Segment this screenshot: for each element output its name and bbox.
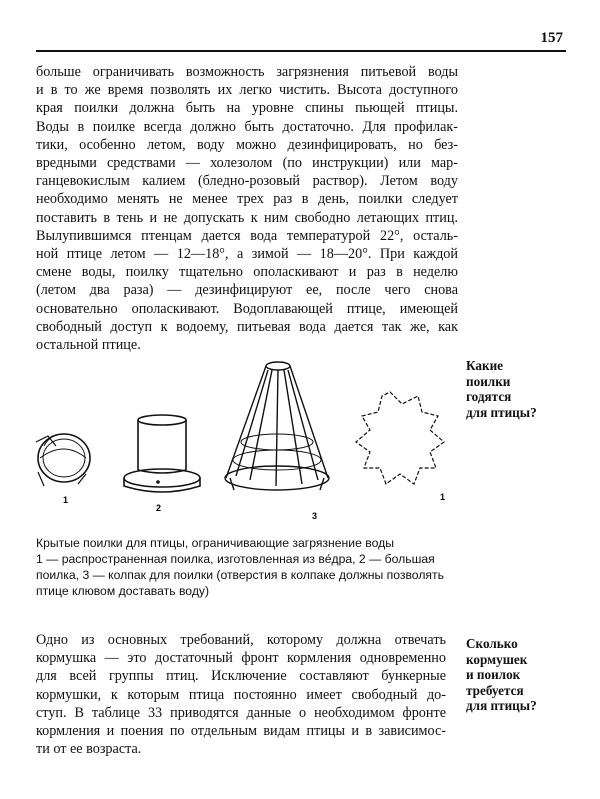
caption-line: поилка, 3 — колпак для поилки (отверстия в колпаке должны позволять bbox=[36, 568, 444, 582]
caption-line: птице клювом доставать воду) bbox=[36, 584, 210, 598]
margin-note-line: годятся bbox=[466, 389, 512, 404]
text-line: кормушка — это достаточный фронт кормления одновременно bbox=[36, 650, 446, 667]
text-line: Воды в поилке всегда должно быть достаточно. Для профилак- bbox=[36, 118, 458, 135]
text-line: необходимо менять не менее трех раз в день, поилки следует bbox=[36, 191, 458, 208]
margin-note-line: поилки bbox=[466, 373, 511, 389]
margin-note-line: для птицы? bbox=[466, 698, 537, 713]
caption-line: 1 — распространенная поилка, изготовленная из ве́дра, 2 — большая bbox=[36, 552, 435, 566]
text-line: ганцевокислым калием (бледно-розовый раствор). Летом воду bbox=[36, 173, 458, 190]
bucket-drinker bbox=[36, 434, 90, 486]
figure-label: 3 bbox=[312, 511, 318, 520]
caption-line: Крытые поилки для птицы, ограничивающие загрязнение воды bbox=[36, 536, 394, 550]
paragraph-water bbox=[36, 63, 458, 354]
margin-note-line: Сколько bbox=[466, 636, 518, 651]
margin-note-line: Какие bbox=[466, 358, 504, 373]
text-line: больше ограничивать возможность загрязнения питьевой воды bbox=[36, 64, 458, 80]
drinker-cap bbox=[225, 362, 329, 490]
drinkers-illustration bbox=[30, 350, 462, 520]
margin-note-line: и поилок bbox=[466, 667, 521, 682]
text-line: для всей группы птиц. Исключение составляют бункерные bbox=[36, 668, 446, 685]
text-line: кормления и поения по отдельным видам птицы и в зависимос- bbox=[36, 723, 446, 740]
text-line: Одно из основных требований, которому должна отвечать bbox=[36, 632, 446, 648]
star-drinker bbox=[356, 392, 444, 484]
text-line: и в то же время позволять их легко чистить. Высота доступного bbox=[36, 82, 458, 99]
text-line: (летом два раза) — дезинфицируют ее, после чего снова bbox=[36, 282, 458, 299]
header-rule bbox=[36, 50, 566, 52]
figure-caption bbox=[36, 535, 476, 599]
text-line: ти от ее возраста. bbox=[36, 741, 142, 758]
text-line: вредными средствами — холезолом (по инструкции) или мар- bbox=[36, 155, 458, 172]
text-line: тики, особенно летом, воду можно дезинфицировать, но без- bbox=[36, 136, 458, 153]
text-line: остальной птице. bbox=[36, 337, 141, 354]
text-line: Вылупившимся птенцам дается вода температурой 22°, осталь- bbox=[36, 227, 458, 244]
figure-label: 2 bbox=[156, 503, 162, 513]
text-line: кормушки, к которым птица постоянно имеет свободный до- bbox=[36, 686, 446, 703]
figure-label: 1 bbox=[440, 492, 446, 502]
text-line: поставить в тень и не допускать к ним свободно летающих птиц. bbox=[36, 209, 458, 226]
text-line: смене воды, поилку тщательно ополаскивают и раз в неделю bbox=[36, 264, 458, 281]
paragraph-feeders bbox=[36, 631, 446, 758]
margin-note-drinkers bbox=[466, 358, 566, 420]
margin-note-feeders bbox=[466, 636, 566, 714]
margin-note-line: требуется bbox=[466, 682, 524, 698]
large-drinker bbox=[124, 415, 200, 492]
text-line: края поилки должна быть на уровне спины пьющей птицы. bbox=[36, 100, 458, 117]
text-line: ной птице летом — 12—18°, а зимой — 18—20°. При каждой bbox=[36, 246, 458, 263]
figure-label: 1 bbox=[63, 495, 69, 505]
margin-note-line: кормушек bbox=[466, 651, 528, 667]
page-number: 157 bbox=[540, 30, 563, 46]
text-line: свободный доступ к водоему, питьевая вода дается так же, как bbox=[36, 318, 458, 335]
margin-note-line: для птицы? bbox=[466, 404, 537, 420]
text-line: ступ. В таблице 33 приводятся данные о необходимом фронте bbox=[36, 704, 446, 721]
text-line: основательно ополаскивают. Водоплавающей птице, имеющей bbox=[36, 300, 458, 317]
